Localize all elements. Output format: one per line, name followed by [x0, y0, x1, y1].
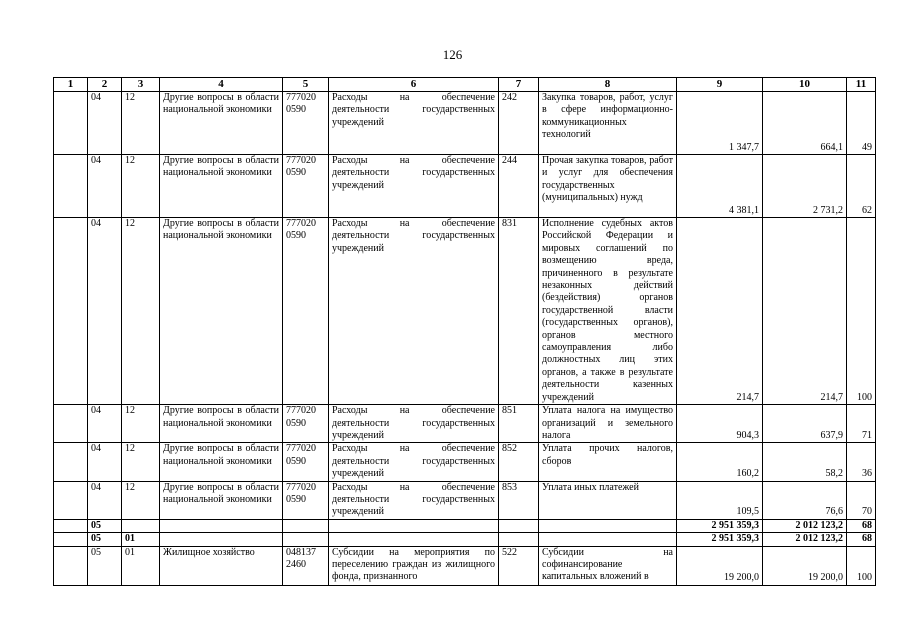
table-row	[54, 92, 876, 155]
col-header-10: 10	[763, 78, 847, 92]
cell-fact: 2 012 123,2	[763, 519, 847, 532]
cell-percent: 100	[847, 546, 876, 585]
col-header-7: 7	[499, 78, 539, 92]
cell-subsection: 12	[122, 443, 160, 481]
cell-section: 05	[88, 519, 122, 532]
cell-empty	[54, 218, 88, 405]
cell-plan: 109,5	[677, 481, 763, 519]
cell-type: 244	[499, 155, 539, 218]
cell-section: 04	[88, 481, 122, 519]
cell-percent: 49	[847, 92, 876, 155]
cell-name: Другие вопросы в области национальной экономики	[160, 405, 283, 443]
cell-plan: 160,2	[677, 443, 763, 481]
page-number: 126	[442, 47, 463, 62]
col-header-2: 2	[88, 78, 122, 92]
cell-plan: 904,3	[677, 405, 763, 443]
cell-type: 242	[499, 92, 539, 155]
cell-percent: 68	[847, 533, 876, 546]
cell-type: 851	[499, 405, 539, 443]
cell-fact: 637,9	[763, 405, 847, 443]
cell-type: 522	[499, 546, 539, 585]
cell-empty	[160, 519, 283, 532]
cell-name: Другие вопросы в области национальной экономики	[160, 443, 283, 481]
cell-type-name: Закупка товаров, работ, услуг в сфере информационно-коммуникационных технологий	[539, 92, 677, 155]
cell-fact: 58,2	[763, 443, 847, 481]
cell-target-name: Расходы на обеспечение деятельности государственных учреждений	[329, 443, 499, 481]
cell-target-name: Расходы на обеспечение деятельности государственных учреждений	[329, 155, 499, 218]
cell-type-name: Уплата налога на имущество организаций и земельного налога	[539, 405, 677, 443]
cell-subsection: 01	[122, 533, 160, 546]
cell-section: 04	[88, 92, 122, 155]
table-row	[54, 155, 876, 218]
cell-type: 853	[499, 481, 539, 519]
cell-plan: 214,7	[677, 218, 763, 405]
cell-percent: 70	[847, 481, 876, 519]
cell-empty	[499, 533, 539, 546]
table-row	[54, 546, 876, 585]
cell-percent: 71	[847, 405, 876, 443]
cell-type: 831	[499, 218, 539, 405]
table-row	[54, 218, 876, 405]
cell-empty	[499, 519, 539, 532]
cell-name: Жилищное хозяйство	[160, 546, 283, 585]
total-row-section	[54, 519, 876, 532]
cell-empty	[54, 443, 88, 481]
budget-table	[53, 77, 876, 586]
cell-name: Другие вопросы в области национальной экономики	[160, 218, 283, 405]
cell-empty	[54, 533, 88, 546]
cell-target-name: Расходы на обеспечение деятельности государственных учреждений	[329, 218, 499, 405]
cell-fact: 2 012 123,2	[763, 533, 847, 546]
cell-percent: 36	[847, 443, 876, 481]
cell-subsection: 12	[122, 92, 160, 155]
cell-section: 04	[88, 155, 122, 218]
cell-plan: 4 381,1	[677, 155, 763, 218]
cell-subsection: 01	[122, 546, 160, 585]
cell-type-name: Уплата иных платежей	[539, 481, 677, 519]
col-header-1: 1	[54, 78, 88, 92]
col-header-6: 6	[329, 78, 499, 92]
col-header-5: 5	[283, 78, 329, 92]
cell-name: Другие вопросы в области национальной экономики	[160, 481, 283, 519]
cell-empty	[160, 533, 283, 546]
cell-plan: 19 200,0	[677, 546, 763, 585]
cell-section: 05	[88, 533, 122, 546]
cell-empty	[54, 92, 88, 155]
cell-type-name: Субсидии на софинансирование капитальных вложений в	[539, 546, 677, 585]
cell-type-name: Уплата прочих налогов, сборов	[539, 443, 677, 481]
cell-type-name: Исполнение судебных актов Российской Федерации и мировых соглашений по возмещению вреда, причиненного в результате незаконных действий (бездействия) органов государственной власти (государственных органов), органов местного самоуправления либо должностных лиц этих органов, а также в результате деятельности казенных учреждений	[539, 218, 677, 405]
cell-empty	[54, 519, 88, 532]
cell-target: 777020 0590	[283, 92, 329, 155]
cell-target-name: Расходы на обеспечение деятельности государственных учреждений	[329, 405, 499, 443]
cell-empty	[54, 405, 88, 443]
cell-empty	[283, 519, 329, 532]
cell-percent: 68	[847, 519, 876, 532]
cell-subsection: 12	[122, 481, 160, 519]
cell-plan: 2 951 359,3	[677, 533, 763, 546]
cell-empty	[329, 533, 499, 546]
cell-target: 777020 0590	[283, 155, 329, 218]
cell-subsection: 12	[122, 155, 160, 218]
cell-target-name: Расходы на обеспечение деятельности государственных учреждений	[329, 92, 499, 155]
cell-target-name: Субсидии на мероприятия по переселению граждан из жилищного фонда, признанного	[329, 546, 499, 585]
cell-section: 04	[88, 443, 122, 481]
cell-name: Другие вопросы в области национальной экономики	[160, 155, 283, 218]
cell-subsection: 12	[122, 405, 160, 443]
col-header-9: 9	[677, 78, 763, 92]
cell-empty	[539, 533, 677, 546]
cell-target: 777020 0590	[283, 218, 329, 405]
cell-target: 777020 0590	[283, 481, 329, 519]
table-row	[54, 481, 876, 519]
cell-percent: 100	[847, 218, 876, 405]
cell-empty	[54, 155, 88, 218]
cell-plan: 2 951 359,3	[677, 519, 763, 532]
header-row	[54, 78, 876, 92]
cell-type-name: Прочая закупка товаров, работ и услуг для обеспечения государственных (муниципальных) нужд	[539, 155, 677, 218]
cell-type: 852	[499, 443, 539, 481]
cell-subsection: 12	[122, 218, 160, 405]
cell-target-name: Расходы на обеспечение деятельности государственных учреждений	[329, 481, 499, 519]
cell-empty	[329, 519, 499, 532]
cell-fact: 76,6	[763, 481, 847, 519]
cell-empty	[122, 519, 160, 532]
cell-fact: 664,1	[763, 92, 847, 155]
cell-empty	[54, 481, 88, 519]
cell-target: 777020 0590	[283, 443, 329, 481]
cell-target: 048137 2460	[283, 546, 329, 585]
cell-empty	[54, 546, 88, 585]
col-header-11: 11	[847, 78, 876, 92]
cell-percent: 62	[847, 155, 876, 218]
col-header-4: 4	[160, 78, 283, 92]
cell-name: Другие вопросы в области национальной экономики	[160, 92, 283, 155]
total-row-subsection	[54, 533, 876, 546]
cell-empty	[539, 519, 677, 532]
col-header-3: 3	[122, 78, 160, 92]
cell-fact: 214,7	[763, 218, 847, 405]
cell-section: 04	[88, 218, 122, 405]
cell-target: 777020 0590	[283, 405, 329, 443]
cell-plan: 1 347,7	[677, 92, 763, 155]
cell-empty	[283, 533, 329, 546]
cell-section: 04	[88, 405, 122, 443]
col-header-8: 8	[539, 78, 677, 92]
cell-fact: 2 731,2	[763, 155, 847, 218]
table-row	[54, 405, 876, 443]
table-row	[54, 443, 876, 481]
cell-section: 05	[88, 546, 122, 585]
cell-fact: 19 200,0	[763, 546, 847, 585]
